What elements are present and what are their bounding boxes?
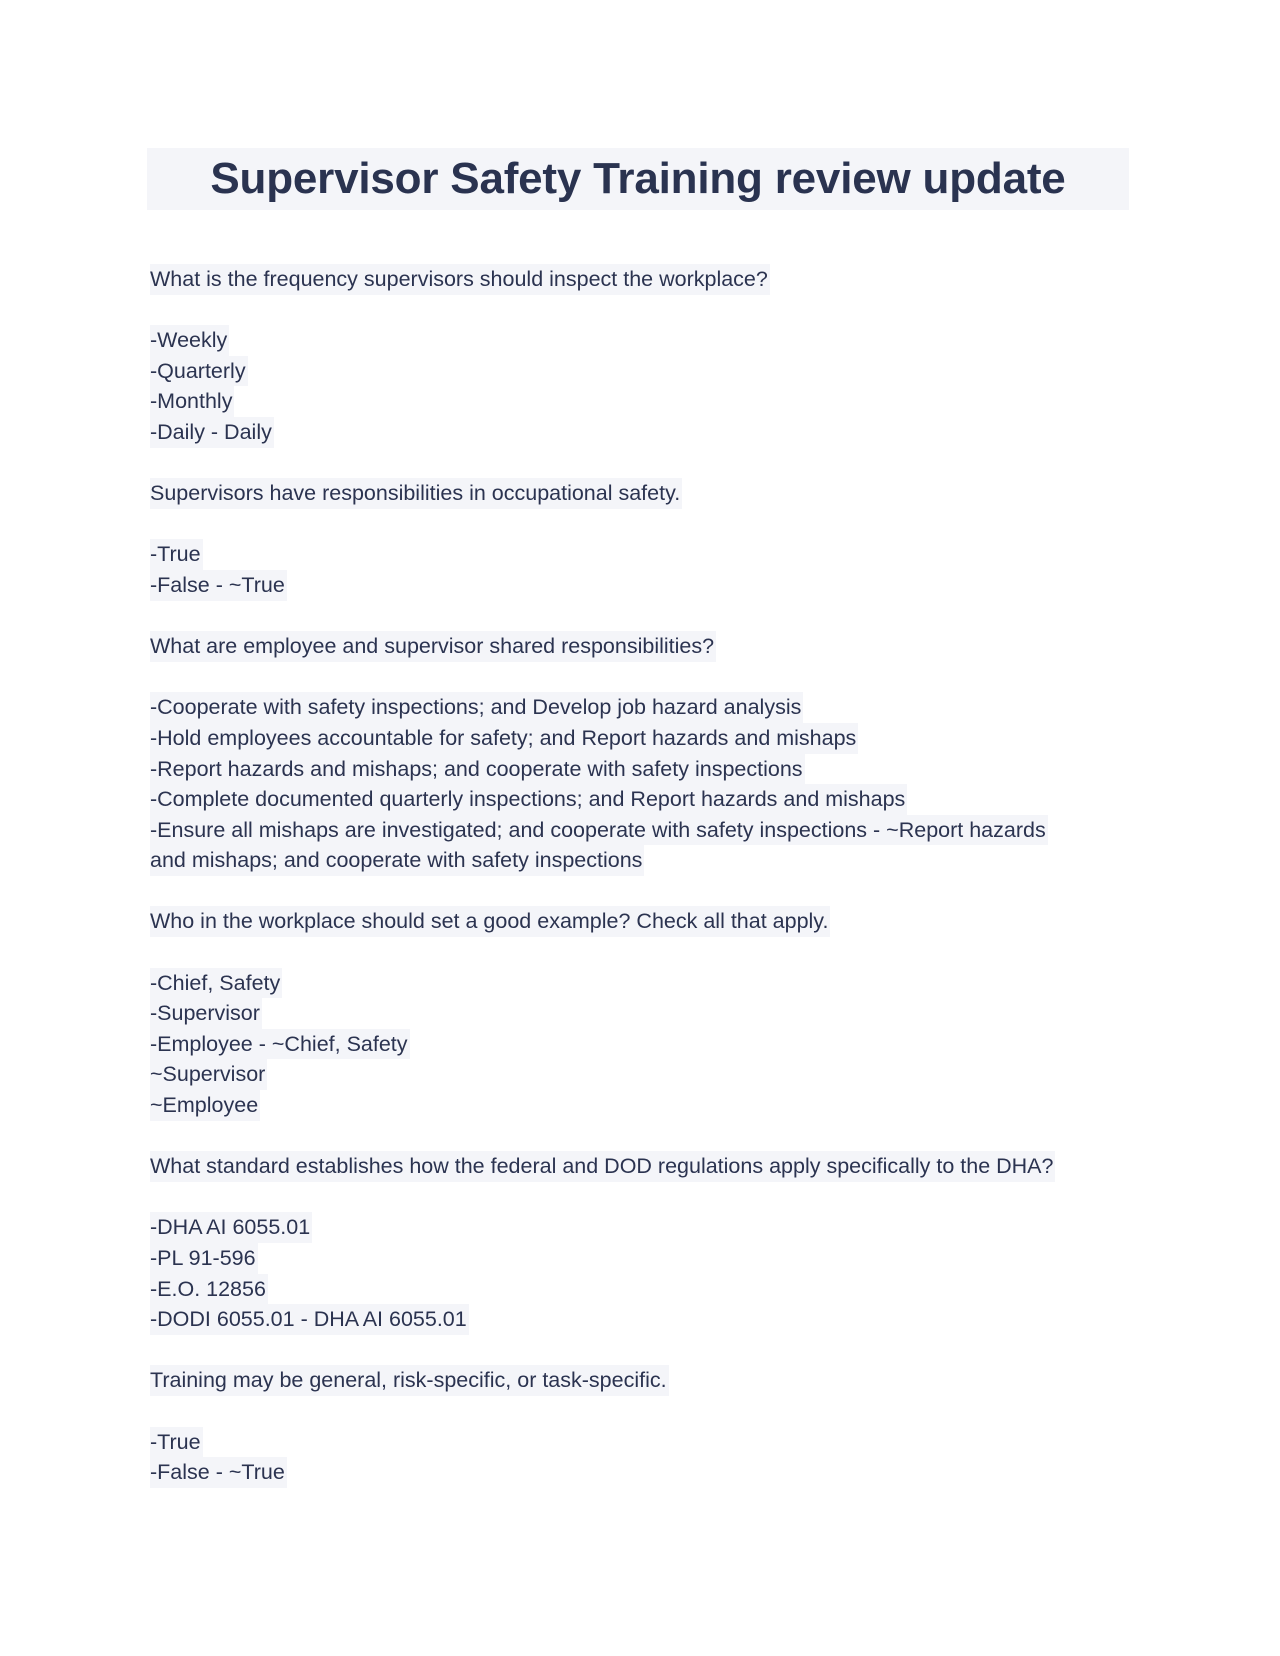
- answer-option: -Quarterly: [150, 356, 248, 387]
- answer-option: -Employee - ~Chief, Safety: [150, 1029, 410, 1060]
- question-prompt: Supervisors have responsibilities in occupational safety.: [150, 478, 682, 509]
- question-prompt: What is the frequency supervisors should inspect the workplace?: [150, 264, 770, 295]
- question-prompt: Training may be general, risk-specific, or task-specific.: [150, 1365, 669, 1396]
- question-block: [150, 906, 1110, 1151]
- document-title: Supervisor Safety Training review update: [210, 154, 1066, 203]
- question-block: [150, 1365, 1110, 1487]
- answer-option: -PL 91-596: [150, 1243, 258, 1274]
- answer-option: -False - ~True: [150, 1457, 287, 1488]
- answer-option: -Daily - Daily: [150, 417, 274, 448]
- question-block: [150, 1151, 1110, 1365]
- answer-option: -DHA AI 6055.01: [150, 1212, 312, 1243]
- answer-option: ~Supervisor: [150, 1059, 267, 1090]
- answer-option: -Chief, Safety: [150, 968, 282, 999]
- answer-option: -Cooperate with safety inspections; and Develop job hazard analysis: [150, 692, 803, 723]
- answer-option: -True: [150, 1427, 203, 1458]
- answer-option: -Hold employees accountable for safety; and Report hazards and mishaps: [150, 723, 858, 754]
- answer-option: -Weekly: [150, 325, 229, 356]
- answer-option: -Monthly: [150, 386, 234, 417]
- question-list: [150, 264, 1110, 1488]
- answer-option: -Supervisor: [150, 998, 262, 1029]
- answer-option: -Report hazards and mishaps; and cooperate with safety inspections: [150, 754, 805, 785]
- answer-option: -False - ~True: [150, 570, 287, 601]
- question-block: [150, 478, 1110, 631]
- question-prompt: What are employee and supervisor shared responsibilities?: [150, 631, 716, 662]
- title-banner: [147, 148, 1129, 210]
- question-block: [150, 631, 1110, 906]
- question-block: [150, 264, 1110, 478]
- answer-option: -True: [150, 539, 203, 570]
- answer-option: -DODI 6055.01 - DHA AI 6055.01: [150, 1304, 469, 1335]
- question-prompt: Who in the workplace should set a good example? Check all that apply.: [150, 906, 830, 937]
- answer-option-continued: and mishaps; and cooperate with safety inspections: [150, 845, 644, 876]
- answer-option: ~Employee: [150, 1090, 260, 1121]
- answer-option: -E.O. 12856: [150, 1274, 268, 1305]
- question-prompt: What standard establishes how the federal and DOD regulations apply specifically to the DHA?: [150, 1151, 1055, 1182]
- answer-option: -Complete documented quarterly inspections; and Report hazards and mishaps: [150, 784, 907, 815]
- answer-option: -Ensure all mishaps are investigated; and cooperate with safety inspections - ~Report hazards: [150, 815, 1048, 846]
